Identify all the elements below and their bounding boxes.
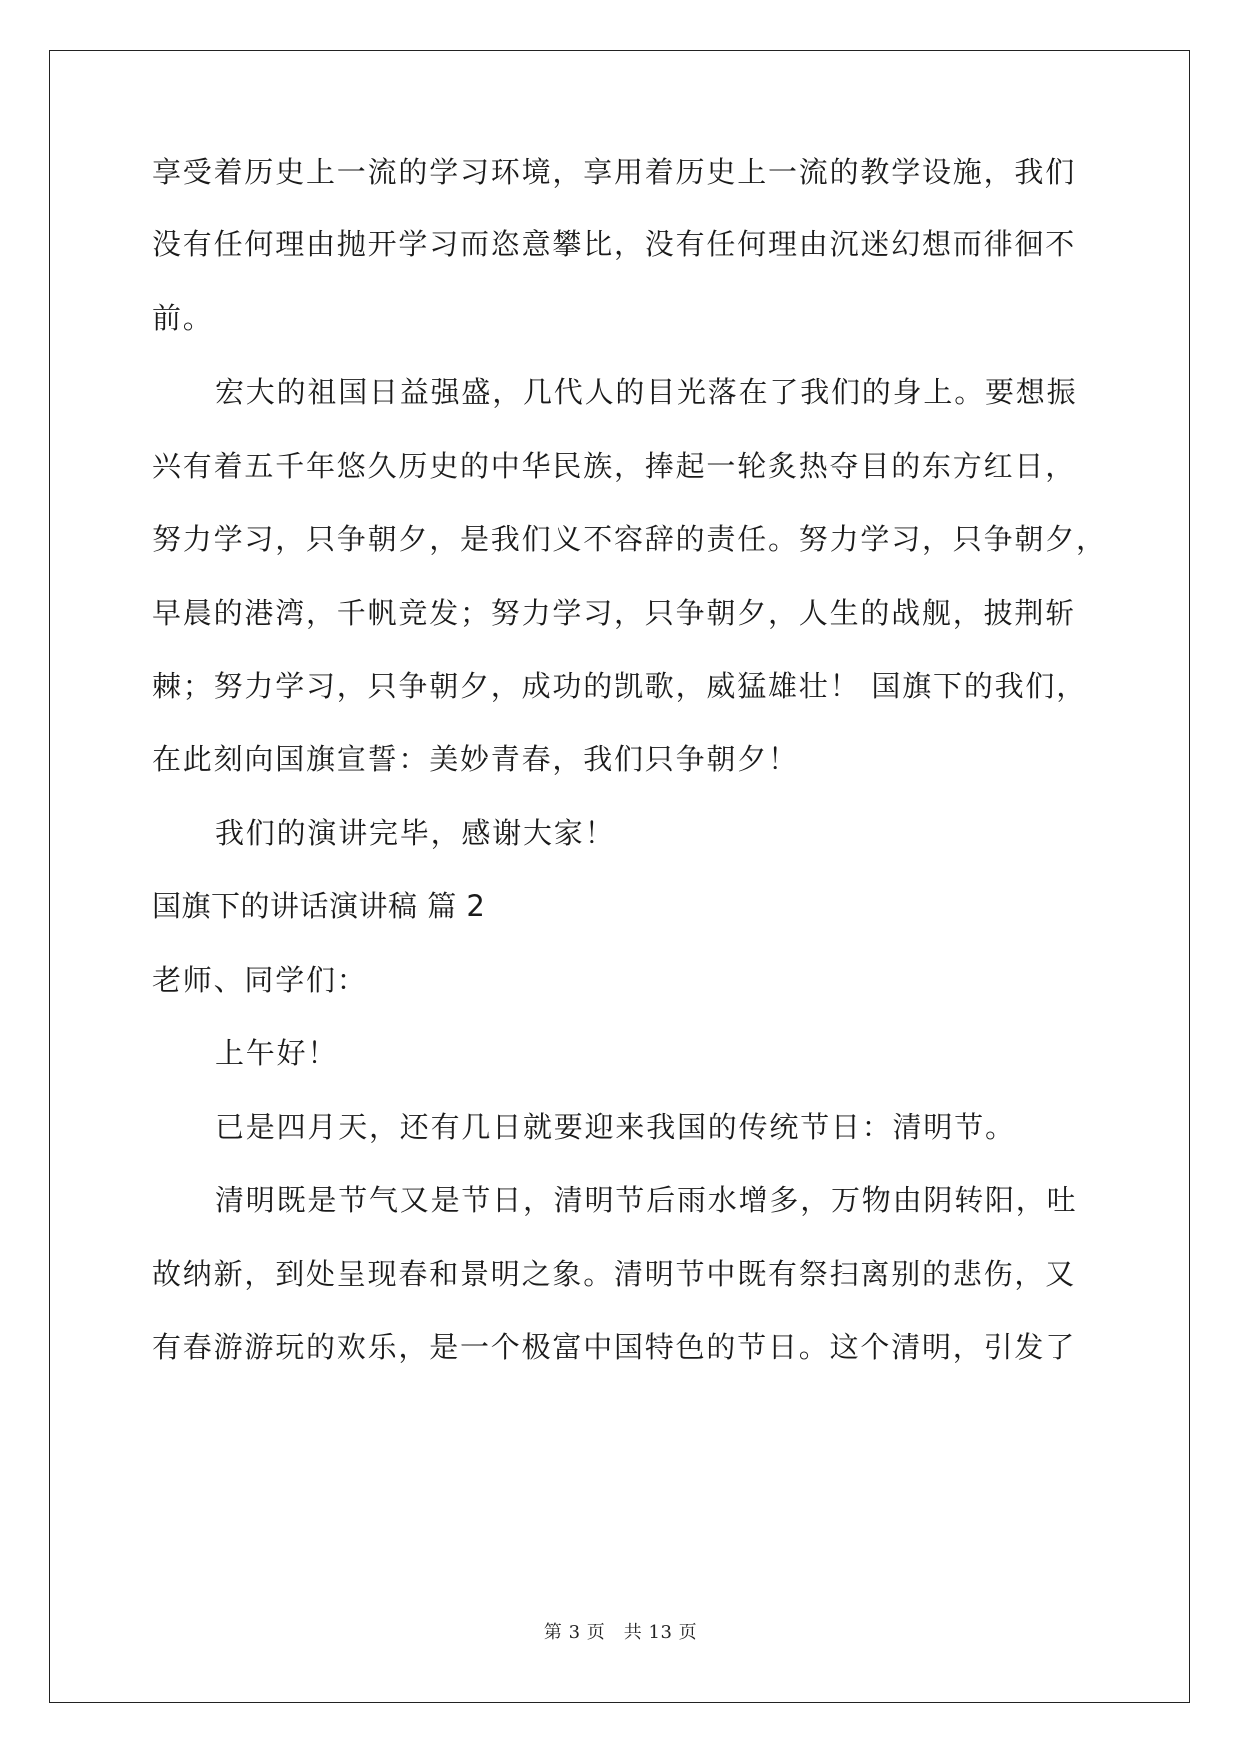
paragraph-line: 故纳新，到处呈现春和景明之象。清明节中既有祭扫离别的悲伤，又 <box>152 1257 1077 1291</box>
paragraph-line: 早晨的港湾，千帆竞发；努力学习，只争朝夕，人生的战舰，披荆斩 <box>152 596 1077 630</box>
paragraph-line: 在此刻向国旗宣誓：美妙青春，我们只争朝夕！ <box>152 742 799 776</box>
salutation: 老师、同学们： <box>152 963 368 997</box>
paragraph-line: 我们的演讲完毕，感谢大家！ <box>215 816 616 850</box>
paragraph-line: 前。 <box>152 301 214 335</box>
greeting: 上午好！ <box>215 1036 339 1070</box>
paragraph-line: 努力学习，只争朝夕，是我们义不容辞的责任。努力学习，只争朝夕， <box>152 522 1107 556</box>
paragraph-line: 宏大的祖国日益强盛，几代人的目光落在了我们的身上。要想振 <box>215 375 1078 409</box>
section-heading: 国旗下的讲话演讲稿 篇 2 <box>152 889 486 923</box>
paragraph-line: 兴有着五千年悠久历史的中华民族，捧起一轮炙热夺目的东方红日， <box>152 449 1077 483</box>
paragraph-line: 有春游游玩的欢乐，是一个极富中国特色的节日。这个清明，引发了 <box>152 1330 1077 1364</box>
paragraph-line: 棘；努力学习，只争朝夕，成功的凯歌，威猛雄壮！ 国旗下的我们， <box>152 669 1088 703</box>
paragraph-line: 享受着历史上一流的学习环境，享用着历史上一流的教学设施，我们 <box>152 155 1077 189</box>
paragraph-line: 清明既是节气又是节日，清明节后雨水增多，万物由阴转阳，吐 <box>215 1183 1078 1217</box>
page-border <box>49 50 1190 1703</box>
paragraph-line: 已是四月天，还有几日就要迎来我国的传统节日：清明节。 <box>215 1110 1016 1144</box>
paragraph-line: 没有任何理由抛开学习而恣意攀比，没有任何理由沉迷幻想而徘徊不 <box>152 227 1077 261</box>
page-number-footer: 第 3 页 共 13 页 <box>543 1622 698 1643</box>
